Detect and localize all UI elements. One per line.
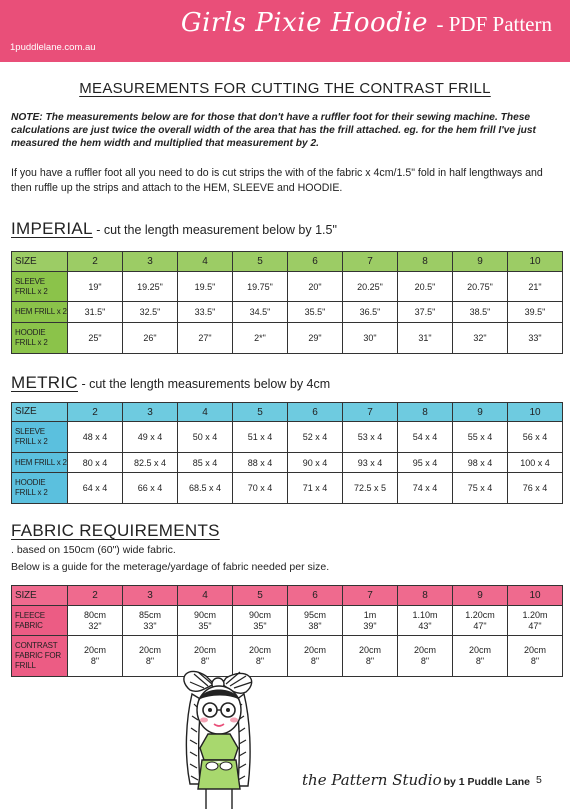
table-cell: 33": [508, 323, 563, 354]
table-cell: 64 x 4: [68, 473, 123, 504]
cell-line: 90cm: [193, 609, 216, 620]
table-cell: 71 x 4: [288, 473, 343, 504]
table-cell: 74 x 4: [398, 473, 453, 504]
table-cell: 30": [343, 323, 398, 354]
table-row: [12, 272, 563, 302]
table-cell: 36.5": [343, 302, 398, 323]
cell-line: 20cm: [468, 645, 491, 655]
table-cell: 66 x 4: [123, 473, 178, 504]
cell-line: 20cm: [523, 645, 546, 655]
table-cell: 88 x 4: [233, 453, 288, 473]
table-cell: 55 x 4: [453, 422, 508, 453]
pattern-title: [181, 8, 552, 38]
size-header-label: SIZE: [12, 252, 68, 272]
cell-line: 8": [475, 656, 485, 666]
size-header-cell: 10: [508, 586, 563, 606]
table-cell: 29": [288, 323, 343, 354]
size-header-cell: 5: [233, 403, 288, 422]
size-header-cell: 4: [178, 586, 233, 606]
size-header-cell: 8: [398, 586, 453, 606]
size-header-cell: 8: [398, 252, 453, 272]
header-banner: [0, 0, 570, 62]
fabric-heading-title: FABRIC REQUIREMENTS: [11, 521, 220, 540]
metric-table: [11, 402, 563, 504]
cell-line: 85cm: [138, 609, 161, 620]
cell-line: 47": [528, 620, 542, 631]
row-label: HOODIE FRILL x 2: [12, 323, 68, 354]
size-header-cell: 4: [178, 403, 233, 422]
table-cell: 19": [68, 272, 123, 302]
imperial-header-row: [12, 252, 563, 272]
table-cell: 25": [68, 323, 123, 354]
table-cell: 27": [178, 323, 233, 354]
table-cell: [453, 606, 508, 636]
metric-header-row: [12, 403, 563, 422]
table-cell: [68, 606, 123, 636]
table-cell: 85 x 4: [178, 453, 233, 473]
size-header-cell: 5: [233, 252, 288, 272]
imperial-table: [11, 251, 563, 354]
table-cell: [123, 606, 178, 636]
table-cell: 20.5": [398, 272, 453, 302]
table-cell: [343, 636, 398, 677]
fabric-table: [11, 585, 563, 677]
table-row: [12, 302, 563, 323]
table-cell: [68, 636, 123, 677]
footer-brand-script: the Pattern Studio: [302, 771, 442, 789]
table-row: [12, 606, 563, 636]
row-label: HEM FRILL x 2: [12, 302, 68, 323]
metric-heading-title: METRIC: [11, 373, 78, 392]
cell-line: 8": [530, 656, 540, 666]
note-paragraph: NOTE: The measurements below are for those that don't have a ruffler foot for their sewing machine. These calculations are just twice the overall width of the area that has the frill attached. eg. for the hem frill I've just measured the hem width and multiplied that measurement by 2.: [11, 112, 536, 149]
table-cell: 37.5": [398, 302, 453, 323]
cell-line: 32": [88, 620, 102, 631]
table-cell: 21": [508, 272, 563, 302]
table-cell: [178, 606, 233, 636]
cell-line: 47": [473, 620, 487, 631]
table-cell: 80 x 4: [68, 453, 123, 473]
cell-line: 38": [308, 620, 322, 631]
size-header-cell: 9: [453, 586, 508, 606]
table-cell: 35.5": [288, 302, 343, 323]
cell-line: 8": [200, 656, 210, 666]
cell-line: 20cm: [413, 645, 436, 655]
table-cell: 82.5 x 4: [123, 453, 178, 473]
table-cell: 70 x 4: [233, 473, 288, 504]
size-header-cell: 5: [233, 586, 288, 606]
table-cell: 50 x 4: [178, 422, 233, 453]
size-header-cell: 2: [68, 252, 123, 272]
table-cell: 49 x 4: [123, 422, 178, 453]
cell-line: 20cm: [83, 645, 106, 655]
metric-heading-sub: - cut the length measurements below by 4cm: [77, 377, 331, 391]
size-header-cell: 7: [343, 403, 398, 422]
table-cell: 32.5": [123, 302, 178, 323]
size-header-cell: 6: [288, 252, 343, 272]
table-cell: 51 x 4: [233, 422, 288, 453]
cell-line: 35": [253, 620, 267, 631]
row-label: CONTRAST FABRIC FOR FRILL: [12, 636, 68, 677]
table-cell: 20.75": [453, 272, 508, 302]
table-cell: 95 x 4: [398, 453, 453, 473]
table-cell: [233, 606, 288, 636]
table-cell: [508, 606, 563, 636]
table-cell: 56 x 4: [508, 422, 563, 453]
table-cell: 98 x 4: [453, 453, 508, 473]
cell-line: 35": [198, 620, 212, 631]
table-cell: [288, 636, 343, 677]
metric-heading: [11, 373, 330, 393]
website-label[interactable]: 1puddlelane.com.au: [10, 42, 96, 53]
table-cell: 72.5 x 5: [343, 473, 398, 504]
table-cell: [343, 606, 398, 636]
size-header-cell: 7: [343, 586, 398, 606]
footer-brand: [302, 771, 530, 790]
ruffler-paragraph: If you have a ruffler foot all you need to do is cut strips the with of the fabric x 4cm/1.5" fold in half lengthways and then ruffle up the strips and attach to the HEM, SLEEVE and HOODIE.: [11, 167, 543, 194]
size-header-cell: 8: [398, 403, 453, 422]
cell-line: 90cm: [248, 609, 271, 620]
table-cell: 34.5": [233, 302, 288, 323]
table-cell: 31": [398, 323, 453, 354]
table-row: [12, 323, 563, 354]
size-header-cell: 4: [178, 252, 233, 272]
imperial-heading-title: IMPERIAL: [11, 219, 93, 238]
cell-line: 33": [143, 620, 157, 631]
size-header-cell: 6: [288, 586, 343, 606]
row-label: FLEECE FABRIC: [12, 606, 68, 636]
page-heading: MEASUREMENTS FOR CUTTING THE CONTRAST FRILL: [79, 80, 491, 97]
table-cell: [508, 636, 563, 677]
size-header-cell: 3: [123, 403, 178, 422]
size-header-cell: 10: [508, 403, 563, 422]
table-row: [12, 636, 563, 677]
cell-line: 1.20cm: [465, 609, 495, 620]
row-label: SLEEVE FRILL x 2: [12, 272, 68, 302]
table-cell: 53 x 4: [343, 422, 398, 453]
table-cell: [398, 636, 453, 677]
table-cell: 38.5": [453, 302, 508, 323]
table-cell: 90 x 4: [288, 453, 343, 473]
row-label: SLEEVE FRILL x 2: [12, 422, 68, 453]
table-cell: [398, 606, 453, 636]
cell-line: 20cm: [303, 645, 326, 655]
table-cell: 26": [123, 323, 178, 354]
fabric-heading: [11, 521, 220, 541]
cell-line: 8": [310, 656, 320, 666]
table-cell: 33.5": [178, 302, 233, 323]
imperial-heading: [11, 219, 337, 239]
cell-line: 20cm: [248, 645, 271, 655]
cell-line: 20cm: [193, 645, 216, 655]
cell-line: 8": [145, 656, 155, 666]
table-cell: 93 x 4: [343, 453, 398, 473]
table-cell: [288, 606, 343, 636]
table-cell: 54 x 4: [398, 422, 453, 453]
table-cell: [453, 636, 508, 677]
cell-line: 1m: [363, 609, 377, 620]
size-header-cell: 2: [68, 586, 123, 606]
cell-line: 8": [420, 656, 430, 666]
size-header-cell: 3: [123, 586, 178, 606]
cell-line: 80cm: [83, 609, 106, 620]
imperial-heading-sub: - cut the length measurement below by 1.5": [92, 223, 337, 237]
pattern-title-script: Girls Pixie Hoodie: [180, 8, 429, 38]
cell-line: 20cm: [138, 645, 161, 655]
fabric-header-row: [12, 586, 563, 606]
table-row: [12, 422, 563, 453]
cell-line: 8": [90, 656, 100, 666]
cell-line: 95cm: [303, 609, 326, 620]
size-header-cell: 10: [508, 252, 563, 272]
table-cell: 19.5": [178, 272, 233, 302]
row-label: HEM FRILL x 2: [12, 453, 68, 473]
table-cell: 31.5": [68, 302, 123, 323]
girl-illustration: [168, 664, 278, 809]
fabric-note-1: . based on 150cm (60") wide fabric.: [11, 544, 176, 556]
cell-line: 39": [363, 620, 377, 631]
table-cell: 100 x 4: [508, 453, 563, 473]
table-cell: 52 x 4: [288, 422, 343, 453]
table-cell: 68.5 x 4: [178, 473, 233, 504]
cell-line: 20cm: [358, 645, 381, 655]
row-label: HOODIE FRILL x 2: [12, 473, 68, 504]
table-row: [12, 453, 563, 473]
table-cell: 76 x 4: [508, 473, 563, 504]
cell-line: 43": [418, 620, 432, 631]
cell-line: 1.20m: [522, 609, 548, 620]
table-cell: 48 x 4: [68, 422, 123, 453]
table-cell: 32": [453, 323, 508, 354]
size-header-cell: 9: [453, 403, 508, 422]
pattern-title-suffix: - PDF Pattern: [436, 12, 552, 36]
size-header-cell: 7: [343, 252, 398, 272]
fabric-note-2: Below is a guide for the meterage/yardage of fabric needed per size.: [11, 561, 330, 573]
page-number: 5: [536, 774, 542, 786]
cell-line: 8": [255, 656, 265, 666]
table-cell: 20.25": [343, 272, 398, 302]
size-header-cell: 6: [288, 403, 343, 422]
table-cell: 19.75": [233, 272, 288, 302]
footer-brand-by: by 1 Puddle Lane: [443, 776, 530, 788]
size-header-cell: 3: [123, 252, 178, 272]
table-cell: 75 x 4: [453, 473, 508, 504]
table-cell: 19.25": [123, 272, 178, 302]
size-header-cell: 9: [453, 252, 508, 272]
size-header-cell: 2: [68, 403, 123, 422]
cell-line: 8": [365, 656, 375, 666]
table-cell: 2*": [233, 323, 288, 354]
table-row: [12, 473, 563, 504]
size-header-label: SIZE: [12, 403, 68, 422]
table-cell: 20": [288, 272, 343, 302]
cell-line: 1.10m: [412, 609, 438, 620]
size-header-label: SIZE: [12, 586, 68, 606]
table-cell: 39.5": [508, 302, 563, 323]
